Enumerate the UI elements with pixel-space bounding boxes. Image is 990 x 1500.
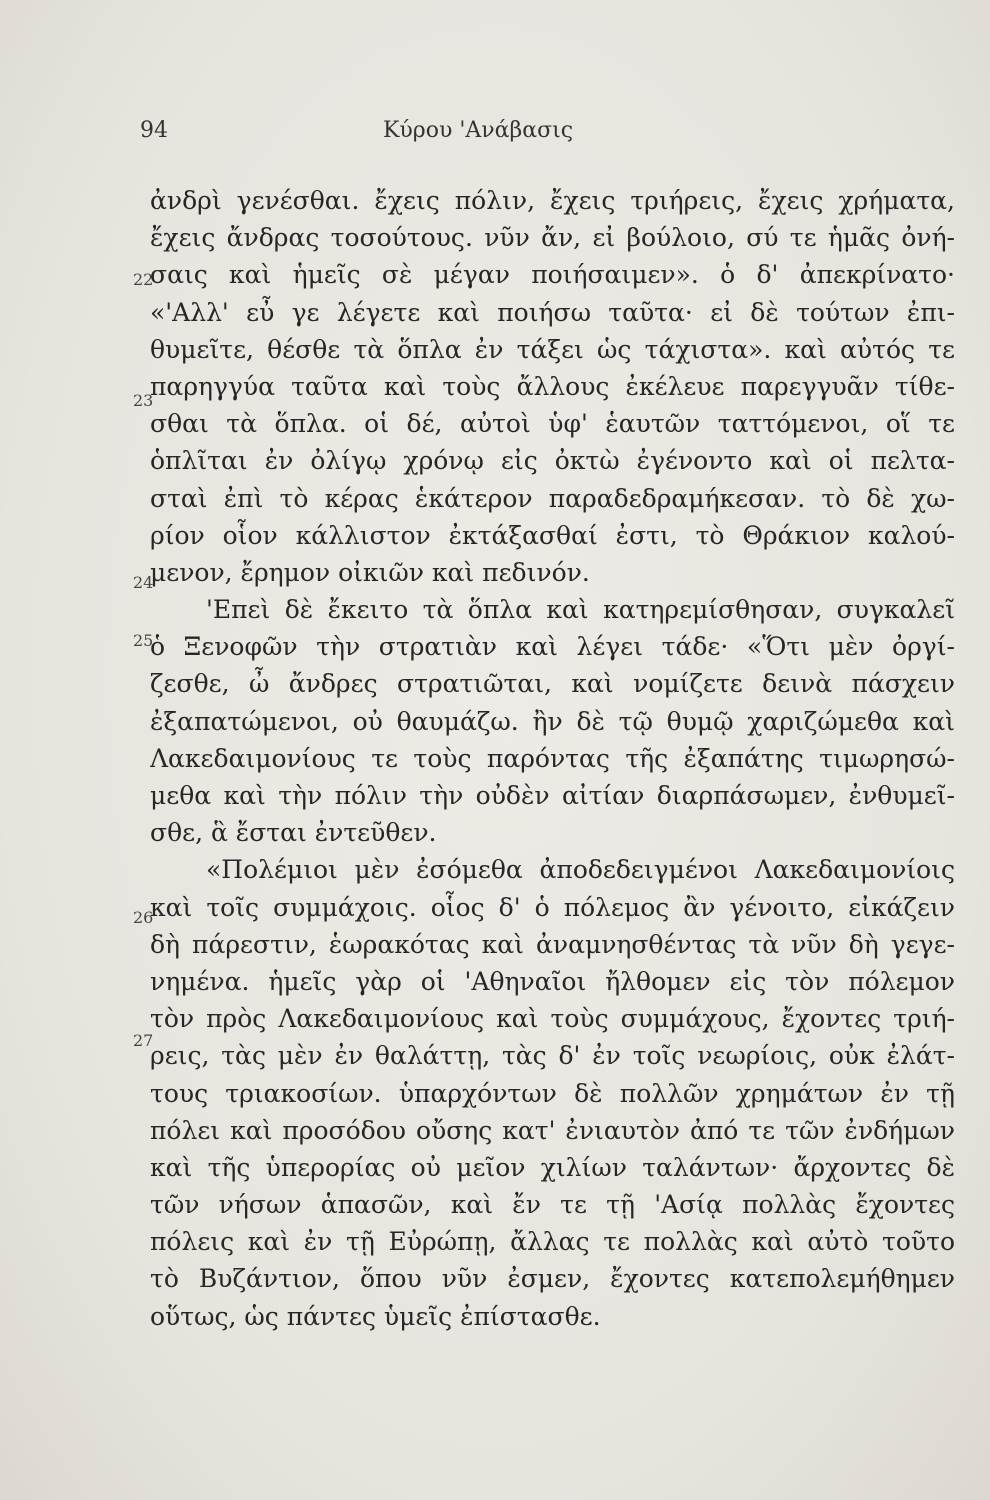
section-number: 23 xyxy=(133,391,154,410)
text-line: ρίον οἷον κάλλιστον ἐκτάξασθαί ἐστι, τὸ Θράκιον καλού- xyxy=(150,520,955,550)
section-number: 27 xyxy=(133,1031,154,1050)
text-line: σαις καὶ ἡμεῖς σὲ μέγαν ποιήσαιμεν». ὁ δ' ἀπεκρίνατο· xyxy=(150,260,955,290)
text-line: ζεσθε, ὦ ἄνδρες στρατιῶται, καὶ νομίζετε δεινὰ πάσχειν xyxy=(150,669,955,699)
text-line: «'Αλλ' εὖ γε λέγετε καὶ ποιήσω ταῦτα· εἰ δὲ τούτων ἐπι- xyxy=(150,297,955,327)
body-text xyxy=(150,182,955,1335)
text-line: τὸν πρὸς Λακεδαιμονίους καὶ τοὺς συμμάχους, ἔχοντες τριή- xyxy=(150,1004,955,1034)
running-title: Κύρου 'Ανάβασις xyxy=(383,118,574,143)
section-number: 22 xyxy=(133,270,154,289)
text-line: ὁ Ξενοφῶν τὴν στρατιὰν καὶ λέγει τάδε· «Ὅτι μὲν ὀργί- xyxy=(150,632,955,662)
text-line: «Πολέμιοι μὲν ἐσόμεθα ἀποδεδειγμένοι Λακεδαιμονίοις xyxy=(206,855,955,885)
section-number: 25 xyxy=(133,631,154,650)
text-line: ὁπλῖται ἐν ὀλίγῳ χρόνῳ εἰς ὀκτὼ ἐγένοντο καὶ οἱ πελτα- xyxy=(150,446,955,476)
text-line: ἔχεις ἄνδρας τοσούτους. νῦν ἄν, εἰ βούλοιο, σύ τε ἡμᾶς ὀνή- xyxy=(150,223,955,253)
text-line: οὕτως, ὡς πάντες ὑμεῖς ἐπίστασθε. xyxy=(150,1301,601,1331)
text-line: θυμεῖτε, θέσθε τὰ ὅπλα ἐν τάξει ὡς τάχιστα». καὶ αὐτός τε xyxy=(150,334,955,364)
text-line: τὸ Βυζάντιον, ὅπου νῦν ἐσμεν, ἔχοντες κατεπολεμήθημεν xyxy=(150,1264,955,1294)
text-line: ρεις, τὰς μὲν ἐν θαλάττῃ, τὰς δ' ἐν τοῖς νεωρίοις, οὐκ ἐλάτ- xyxy=(150,1041,955,1071)
text-line: 'Επεὶ δὲ ἔκειτο τὰ ὅπλα καὶ κατηρεμίσθησαν, συγκαλεῖ xyxy=(206,595,955,625)
text-line: σθε, ἃ ἔσται ἐντεῦθεν. xyxy=(150,818,437,848)
text-line: ἐξαπατώμενοι, οὐ θαυμάζω. ἢν δὲ τῷ θυμῷ χαριζώμεθα καὶ xyxy=(150,706,955,736)
text-line: σθαι τὰ ὅπλα. οἱ δέ, αὐτοὶ ὑφ' ἑαυτῶν ταττόμενοι, οἵ τε xyxy=(150,409,955,439)
text-line: πόλεις καὶ ἐν τῇ Εὐρώπῃ, ἄλλας τε πολλὰς καὶ αὐτὸ τοῦτο xyxy=(150,1227,955,1257)
page-header xyxy=(140,118,820,148)
text-line: δὴ πάρεστιν, ἑωρακότας καὶ ἀναμνησθέντας τὰ νῦν δὴ γεγε- xyxy=(150,929,955,959)
text-line: ἀνδρὶ γενέσθαι. ἔχεις πόλιν, ἔχεις τριήρεις, ἔχεις χρήματα, xyxy=(150,186,955,215)
text-line: μενον, ἔρημον οἰκιῶν καὶ πεδινόν. xyxy=(150,557,590,587)
text-line: καὶ τοῖς συμμάχοις. οἷος δ' ὁ πόλεμος ἂν γένοιτο, εἰκάζειν xyxy=(150,892,955,922)
text-line: Λακεδαιμονίους τε τοὺς παρόντας τῆς ἐξαπάτης τιμωρησώ- xyxy=(150,743,955,773)
section-number: 26 xyxy=(133,908,154,927)
text-line: τῶν νήσων ἁπασῶν, καὶ ἔν τε τῇ 'Ασίᾳ πολλὰς ἔχοντες xyxy=(150,1190,955,1220)
text-line: πόλει καὶ προσόδου οὔσης κατ' ἐνιαυτὸν ἀπό τε τῶν ἐνδήμων xyxy=(150,1115,955,1145)
text-line: τους τριακοσίων. ὑπαρχόντων δὲ πολλῶν χρημάτων ἐν τῇ xyxy=(150,1078,955,1108)
text-line: καὶ τῆς ὑπερορίας οὐ μεῖον χιλίων ταλάντων· ἄρχοντες δὲ xyxy=(150,1152,955,1182)
text-line: μεθα καὶ τὴν πόλιν τὴν οὐδὲν αἰτίαν διαρπάσωμεν, ἐνθυμεῖ- xyxy=(150,781,955,810)
text-line: παρηγγύα ταῦτα καὶ τοὺς ἄλλους ἐκέλευε παρεγγυᾶν τίθε- xyxy=(150,371,955,401)
text-line: νημένα. ἡμεῖς γὰρ οἱ 'Αθηναῖοι ἤλθομεν εἰς τὸν πόλεμον xyxy=(150,966,955,996)
section-number: 24 xyxy=(133,573,154,592)
page-number: 94 xyxy=(140,118,168,143)
text-line: σταὶ ἐπὶ τὸ κέρας ἑκάτερον παραδεδραμήκεσαν. τὸ δὲ χω- xyxy=(150,483,955,513)
